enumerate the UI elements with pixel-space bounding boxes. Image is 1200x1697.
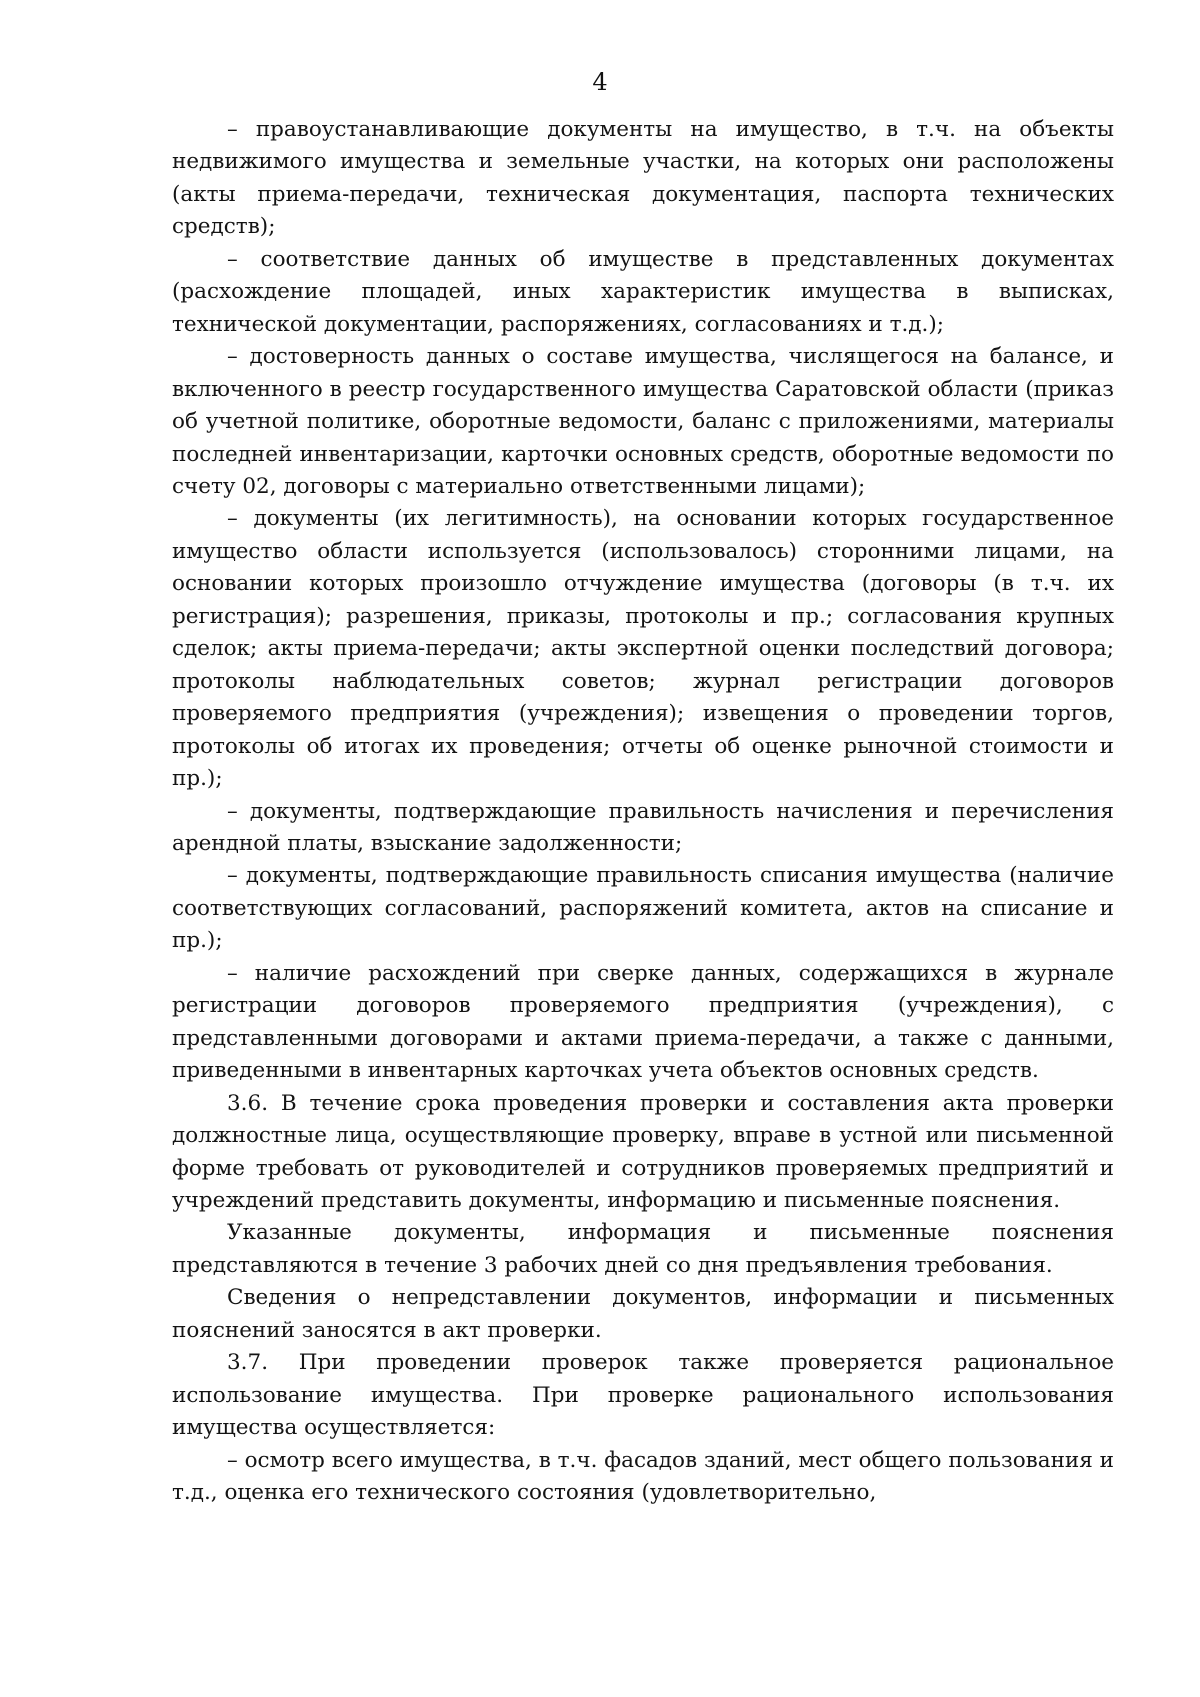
- paragraph: Сведения о непредставлении документов, информации и письменных пояснений заносятся в акт проверки.: [172, 1285, 1114, 1343]
- paragraph: Указанные документы, информация и письменные пояснения представляются в течение 3 рабочих дней со дня предъявления требования.: [172, 1220, 1114, 1278]
- paragraph: 3.7. При проведении проверок также проверяется рациональное использование имущества. При проверке рационального использования имущества осуществляется:: [172, 1350, 1114, 1441]
- paragraph: – осмотр всего имущества, в т.ч. фасадов зданий, мест общего пользования и т.д., оценка его технического состояния (удовлетворительно,: [172, 1447, 1114, 1506]
- paragraph: 3.6. В течение срока проведения проверки и составления акта проверки должностные лица, осуществляющие проверку, вправе в устной или письменной форме требовать от руководителей и сотрудников проверяемых предприятий и учреждений представить документы, информацию и письменные пояснения.: [172, 1090, 1114, 1213]
- paragraph: – документы, подтверждающие правильность начисления и перечисления арендной платы, взыскание задолженности;: [172, 798, 1114, 856]
- page-number: 4: [592, 68, 608, 96]
- paragraph: – правоустанавливающие документы на имущество, в т.ч. на объекты недвижимого имущества и земельные участки, на которых они расположены (акты приема-передачи, техническая документация, паспорта технических средств);: [172, 117, 1114, 240]
- paragraph: – наличие расхождений при сверке данных, содержащихся в журнале регистрации договоров проверяемого предприятия (учреждения), с представленными договорами и актами приема-передачи, а также с данными, приведенными в инвентарных карточках учета объектов основных средств.: [172, 960, 1114, 1084]
- paragraph: – достоверность данных о составе имущества, числящегося на балансе, и включенного в реестр государственного имущества Саратовской области (приказ об учетной политике, оборотные ведомости, баланс с приложениями, материалы последней инвентаризации, карточки основных средств, оборотные ведомости по счету 02, договоры с материально ответственными лицами);: [172, 344, 1114, 499]
- document-body: [172, 114, 1114, 1509]
- paragraph: – документы, подтверждающие правильность списания имущества (наличие соответствующих согласований, распоряжений комитета, актов на списание и пр.);: [172, 863, 1114, 954]
- paragraph: – документы (их легитимность), на основании которых государственное имущество области используется (использовалось) сторонними лицами, на основании которых произошло отчуждение имущества (договоры (в т.ч. их регистрация); разрешения, приказы, протоколы и пр.; согласования крупных сделок; акты приема-передачи; акты экспертной оценки последствий договора; протоколы наблюдательных советов; журнал регистрации договоров проверяемого предприятия (учреждения); извещения о проведении торгов, протоколы об итогах их проведения; отчеты об оценке рыночной стоимости и пр.);: [172, 506, 1114, 792]
- paragraph: – соответствие данных об имуществе в представленных документах (расхождение площадей, иных характеристик имущества в выписках, технической документации, распоряжениях, согласованиях и т.д.);: [172, 246, 1114, 337]
